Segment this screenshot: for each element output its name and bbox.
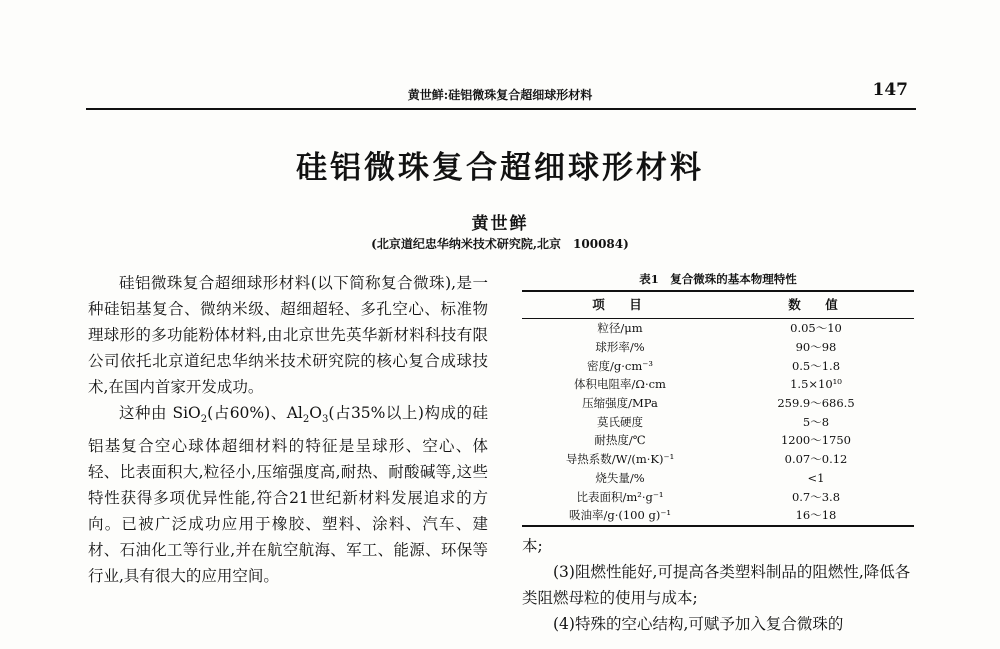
cell-item: 吸油率/g·(100 g)⁻¹ — [568, 508, 671, 523]
column-header-value: 数 值 — [718, 291, 914, 319]
table-row — [522, 487, 914, 506]
carry-over-text: 本; — [522, 536, 543, 555]
column-header-item: 项 目 — [522, 291, 718, 319]
table-row — [522, 506, 914, 526]
author-affiliation: (北京道纪忠华纳米技术研究院,北京 100084) — [371, 237, 629, 251]
table-row — [522, 356, 914, 375]
table-header-row — [522, 291, 914, 319]
cell-value: 259.9～686.5 — [777, 396, 855, 411]
author-name: 黄世鲜 — [471, 214, 529, 234]
table-row — [522, 469, 914, 488]
cell-item: 压缩强度/MPa — [582, 396, 658, 411]
table-row — [522, 319, 914, 338]
left-column — [88, 270, 488, 589]
cell-item: 莫氏硬度 — [597, 414, 643, 429]
table-caption: 表1 复合微珠的基本物理特性 — [639, 272, 797, 286]
table-row — [522, 375, 914, 394]
cell-value: 0.5～1.8 — [791, 358, 841, 373]
page-number: 147 — [872, 80, 908, 100]
running-head: 黄世鲜:硅铝微珠复合超细球形材料 — [407, 88, 593, 102]
cell-value: 0.07～0.12 — [784, 452, 848, 467]
table-row — [522, 431, 914, 450]
cell-value: 16～18 — [795, 508, 837, 523]
cell-item: 比表面积/m²·g⁻¹ — [576, 489, 664, 504]
table-row — [522, 450, 914, 469]
cell-item: 导热系数/W/(m·K)⁻¹ — [565, 452, 675, 467]
cell-item: 耐热度/℃ — [594, 433, 646, 448]
cell-item: 烧失量/% — [595, 470, 645, 485]
cell-value: 90～98 — [795, 340, 837, 355]
cell-value: 1.5×10¹⁰ — [790, 377, 842, 392]
cell-value: 0.05～10 — [790, 321, 842, 336]
list-item-3: (3)阻燃性能好,可提高各类塑料制品的阻燃性,降低各类阻燃母粒的使用与成本; — [522, 562, 911, 607]
table-row — [522, 338, 914, 357]
cell-value: 0.7～3.8 — [791, 489, 841, 504]
cell-item: 球形率/% — [595, 340, 645, 355]
cell-item: 体积电阻率/Ω·cm — [574, 377, 666, 392]
right-column — [522, 270, 914, 637]
cell-value: <1 — [807, 470, 825, 485]
properties-table — [522, 290, 914, 527]
list-item-4: (4)特殊的空心结构,可赋予加入复合微珠的 — [553, 614, 844, 633]
cell-value: 1200～1750 — [780, 433, 852, 448]
body-paragraph-1: 硅铝微珠复合超细球形材料(以下简称复合微珠),是一种硅铝基复合、微纳米级、超细超轻、多孔空心、标准物理球形的多功能粉体材料,由北京世先英华新材料科技有限公司依托北京道纪忠华纳米技术研究院的核心复合成球技术,在国内首家开发成功。 — [88, 274, 488, 396]
paper-title: 硅铝微珠复合超细球形材料 — [296, 150, 704, 186]
table-row — [522, 412, 914, 431]
cell-value: 5～8 — [802, 414, 830, 429]
header-rule — [86, 108, 916, 110]
cell-item: 粒径/μm — [597, 321, 643, 336]
table-row — [522, 394, 914, 413]
body-paragraph-2: 这种由 SiO$_2$(占60%)、$Al_2O_3$(占35%以上)构成的硅铝基复合空心球体超细材料的特征是呈球形、空心、体轻、比表面积大,粒径小,压缩强度高,耐热、耐酸碱等,这些特性获得多项优异性能,符合21世纪新材料发展追求的方向。已被广泛成功应用于橡胶、塑料、涂料、汽车、建材、石油化工等行业,并在航空航海、军工、能源、环保等行业,具有很大的应用空间。 — [88, 404, 488, 586]
cell-item: 密度/g·cm⁻³ — [587, 358, 653, 373]
